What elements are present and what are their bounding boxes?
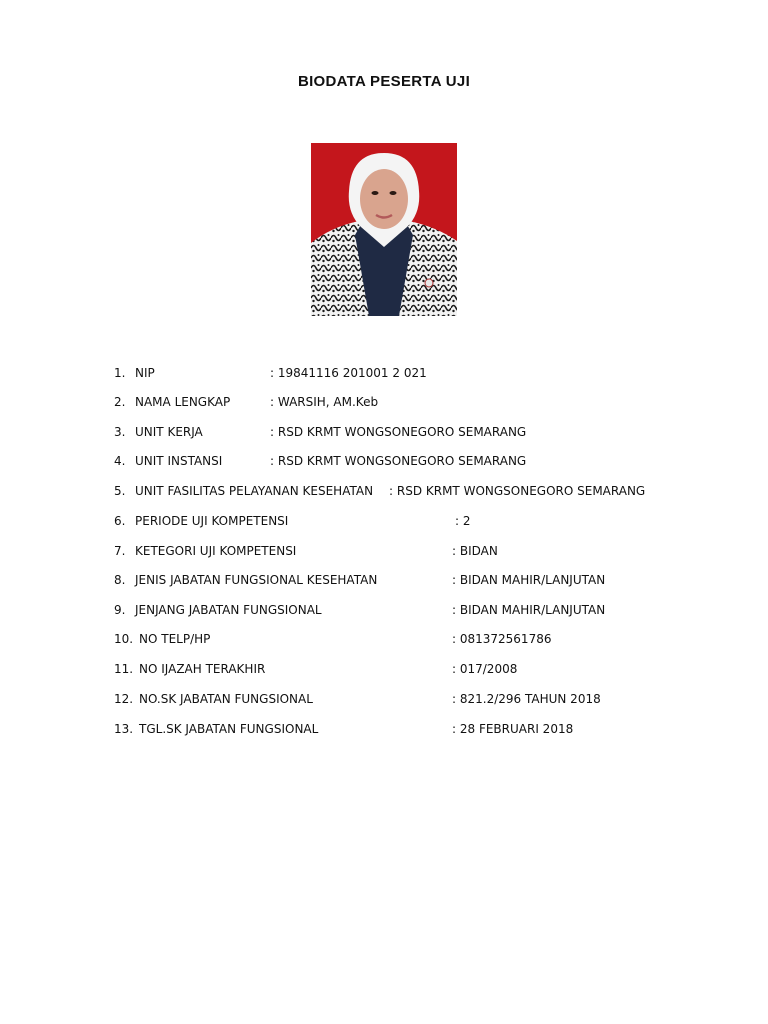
item-value: : RSD KRMT WONGSONEGORO SEMARANG (389, 484, 646, 498)
item-number: 2. (114, 395, 126, 409)
item-number: 11. (114, 662, 134, 676)
item-label: NIP (135, 366, 155, 380)
item-number: 3. (114, 425, 126, 439)
item-value: : RSD KRMT WONGSONEGORO SEMARANG (270, 425, 527, 439)
item-value: : 017/2008 (452, 662, 518, 676)
item-label: UNIT KERJA (135, 425, 203, 439)
item-number: 8. (114, 573, 126, 587)
item-value: : BIDAN MAHIR/LANJUTAN (452, 603, 606, 617)
item-label: NO TELP/HP (139, 632, 211, 646)
item-value: : 2 (455, 514, 471, 528)
item-label: TGL.SK JABATAN FUNGSIONAL (139, 722, 319, 736)
item-value: : BIDAN (452, 544, 498, 558)
item-label: NO IJAZAH TERAKHIR (139, 662, 266, 676)
item-number: 10. (114, 632, 134, 646)
item-value: : RSD KRMT WONGSONEGORO SEMARANG (270, 454, 527, 468)
item-number: 13. (114, 722, 134, 736)
item-label: UNIT FASILITAS PELAYANAN KESEHATAN (135, 484, 374, 498)
item-number: 9. (114, 603, 126, 617)
item-value: : 081372561786 (452, 632, 552, 646)
item-value: : 19841116 201001 2 021 (270, 366, 427, 380)
item-number: 7. (114, 544, 126, 558)
item-number: 12. (114, 692, 134, 706)
portrait-photo (311, 143, 457, 316)
item-value: : 28 FEBRUARI 2018 (452, 722, 574, 736)
item-number: 4. (114, 454, 126, 468)
item-label: NO.SK JABATAN FUNGSIONAL (139, 692, 313, 706)
item-number: 1. (114, 366, 126, 380)
item-value: : WARSIH, AM.Keb (270, 395, 379, 409)
document-title: BIODATA PESERTA UJI (297, 73, 471, 90)
item-label: NAMA LENGKAP (135, 395, 231, 409)
item-value: : 821.2/296 TAHUN 2018 (452, 692, 601, 706)
item-label: JENJANG JABATAN FUNGSIONAL (135, 603, 322, 617)
item-label: UNIT INSTANSI (135, 454, 223, 468)
item-value: : BIDAN MAHIR/LANJUTAN (452, 573, 606, 587)
item-label: KETEGORI UJI KOMPETENSI (135, 544, 297, 558)
item-label: JENIS JABATAN FUNGSIONAL KESEHATAN (135, 573, 378, 587)
item-number: 6. (114, 514, 126, 528)
item-number: 5. (114, 484, 126, 498)
item-label: PERIODE UJI KOMPETENSI (135, 514, 289, 528)
